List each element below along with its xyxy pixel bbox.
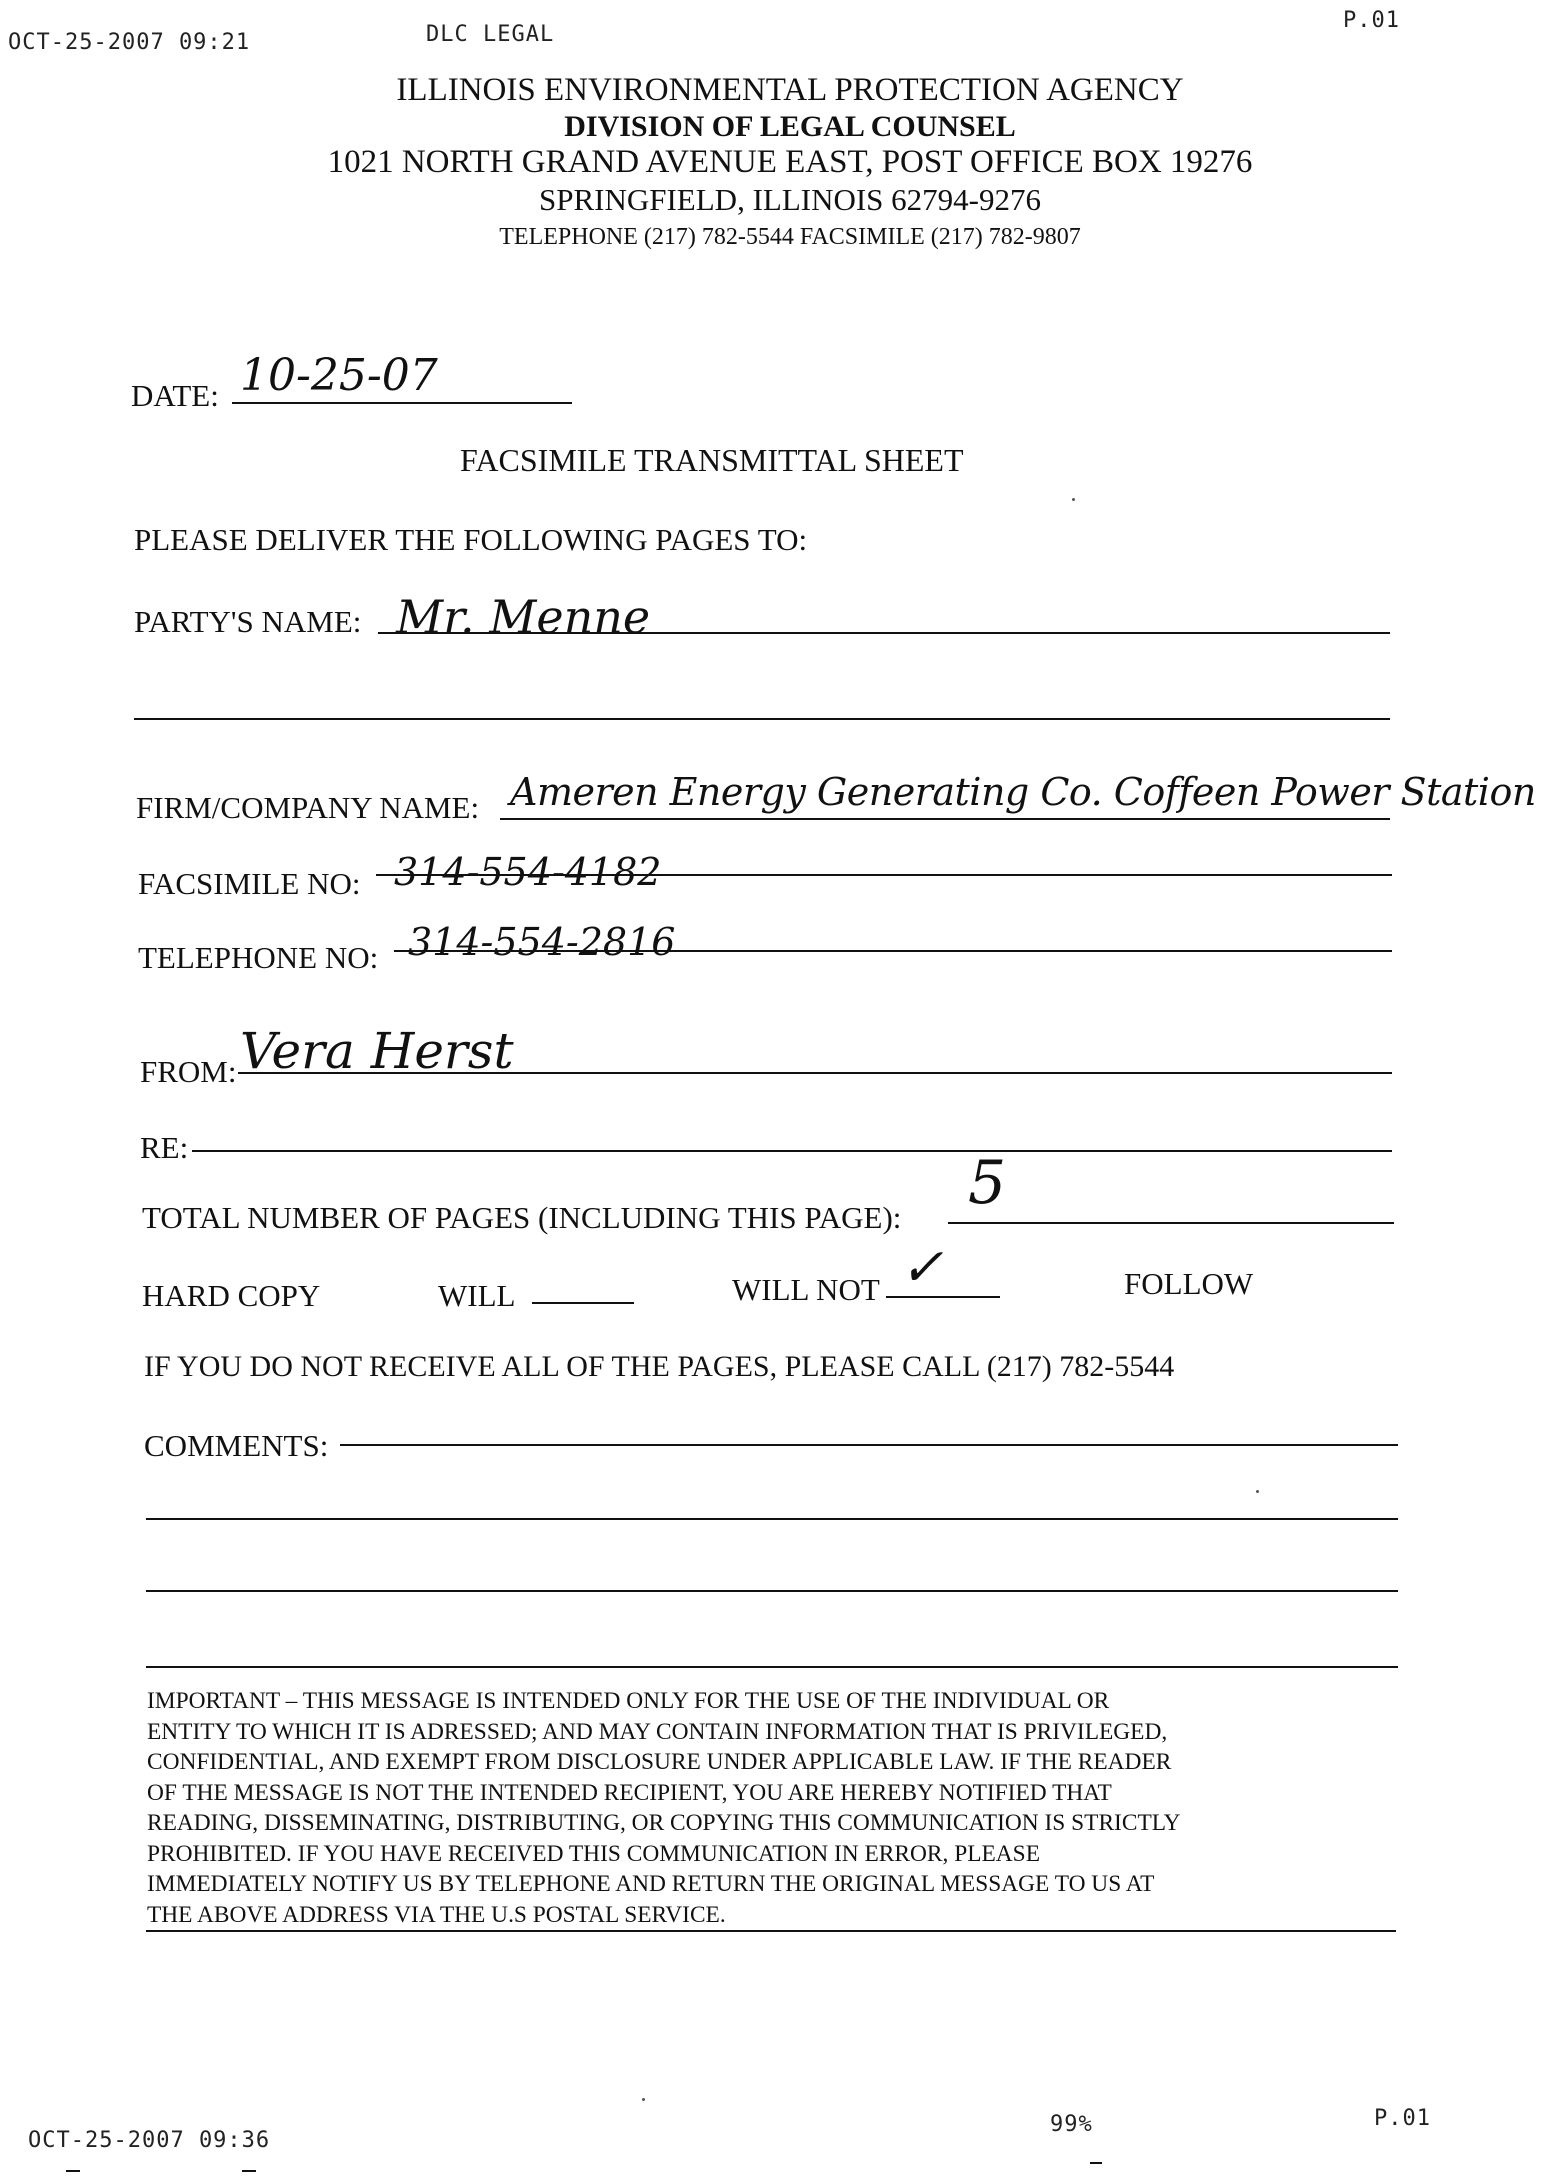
will-label: WILL: [438, 1278, 516, 1313]
sheet-title: FACSIMILE TRANSMITTAL SHEET: [460, 442, 964, 478]
total-pages-line: [948, 1222, 1394, 1224]
party-name-label: PARTY'S NAME:: [134, 604, 362, 639]
total-pages-value: 5: [968, 1148, 1007, 1218]
scan-speck: [642, 2098, 645, 2101]
fax-no-label: FACSIMILE NO:: [138, 866, 361, 901]
footer-mark-1: [66, 2170, 80, 2172]
fax-footer-quality: 99%: [1050, 2112, 1093, 2137]
will-not-checkmark: ✓: [900, 1238, 944, 1298]
date-label: DATE:: [131, 378, 219, 413]
comments-line-2: [146, 1518, 1398, 1520]
firm-label: FIRM/COMPANY NAME:: [136, 790, 480, 825]
firm-value: Ameren Energy Generating Co. Coffeen Power Station: [510, 770, 1536, 814]
phone-no-label: TELEPHONE NO:: [138, 940, 379, 975]
notice-underline: [146, 1930, 1396, 1932]
party-name-value: Mr. Menne: [396, 590, 651, 644]
scan-speck: [1256, 1490, 1259, 1493]
fax-header-page: P.01: [1343, 8, 1400, 33]
agency-phones: TELEPHONE (217) 782-5544 FACSIMILE (217) 782-9807: [499, 224, 1081, 250]
will-line: [532, 1302, 634, 1304]
call-note: IF YOU DO NOT RECEIVE ALL OF THE PAGES, PLEASE CALL (217) 782-5544: [144, 1350, 1175, 1383]
party-name-line-2: [134, 718, 1390, 720]
fax-footer-datetime: OCT-25-2007 09:36: [28, 2128, 271, 2153]
deliver-label: PLEASE DELIVER THE FOLLOWING PAGES TO:: [134, 522, 808, 557]
firm-line: [500, 818, 1390, 820]
footer-mark-3: [1090, 2162, 1102, 2164]
scan-speck: [1072, 498, 1075, 501]
footer-mark-2: [242, 2170, 256, 2172]
phone-no-value: 314-554-2816: [408, 920, 676, 964]
fax-no-value: 314-554-4182: [394, 850, 662, 894]
comments-line-1: [340, 1444, 1398, 1446]
agency-city: SPRINGFIELD, ILLINOIS 62794-9276: [538, 182, 1041, 217]
fax-footer-page: P.01: [1374, 2106, 1431, 2131]
total-pages-label: TOTAL NUMBER OF PAGES (INCLUDING THIS PAGE):: [142, 1200, 902, 1235]
agency-street: 1021 NORTH GRAND AVENUE EAST, POST OFFICE BOX 19276: [327, 144, 1253, 180]
hard-copy-label: HARD COPY: [142, 1278, 321, 1313]
fax-header-datetime: OCT-25-2007 09:21: [8, 30, 251, 55]
will-not-label: WILL NOT: [732, 1272, 880, 1307]
comments-line-4: [146, 1666, 1398, 1668]
comments-label: COMMENTS:: [144, 1428, 329, 1463]
confidentiality-notice: IMPORTANT – THIS MESSAGE IS INTENDED ONLY FOR THE USE OF THE INDIVIDUAL OR ENTITY TO WHICH IT IS ADRESSED; AND MAY CONTAIN INFORMATION THAT IS PRIVILEGED, CONFIDENTIAL, AND EXEMPT FROM DISCLOSURE UNDER APPLICABLE LAW. IF THE READER OF THE MESSAGE IS NOT THE INTENDED RECIPIENT, YOU ARE HEREBY NOTIFIED THAT READING, DISSEMINATING, DISTRIBUTING, OR COPYING THIS COMMUNICATION IS STRICTLY PROHIBITED. IF YOU HAVE RECEIVED THIS COMMUNICATION IN ERROR, PLEASE IMMEDIATELY NOTIFY US BY TELEPHONE AND RETURN THE ORIGINAL MESSAGE TO US AT THE ABOVE ADDRESS VIA THE U.S POSTAL SERVICE.: [147, 1688, 1181, 1928]
agency-name: ILLINOIS ENVIRONMENTAL PROTECTION AGENCY: [396, 72, 1184, 108]
re-label: RE:: [140, 1130, 189, 1165]
comments-line-3: [146, 1590, 1398, 1592]
from-label: FROM:: [140, 1054, 237, 1089]
from-value: Vera Herst: [240, 1022, 514, 1080]
date-line: [232, 402, 572, 404]
fax-header-sender: DLC LEGAL: [426, 22, 555, 47]
agency-division: DIVISION OF LEGAL COUNSEL: [564, 110, 1016, 143]
follow-label: FOLLOW: [1124, 1266, 1254, 1301]
date-value: 10-25-07: [240, 350, 438, 401]
re-line: [192, 1150, 1392, 1152]
